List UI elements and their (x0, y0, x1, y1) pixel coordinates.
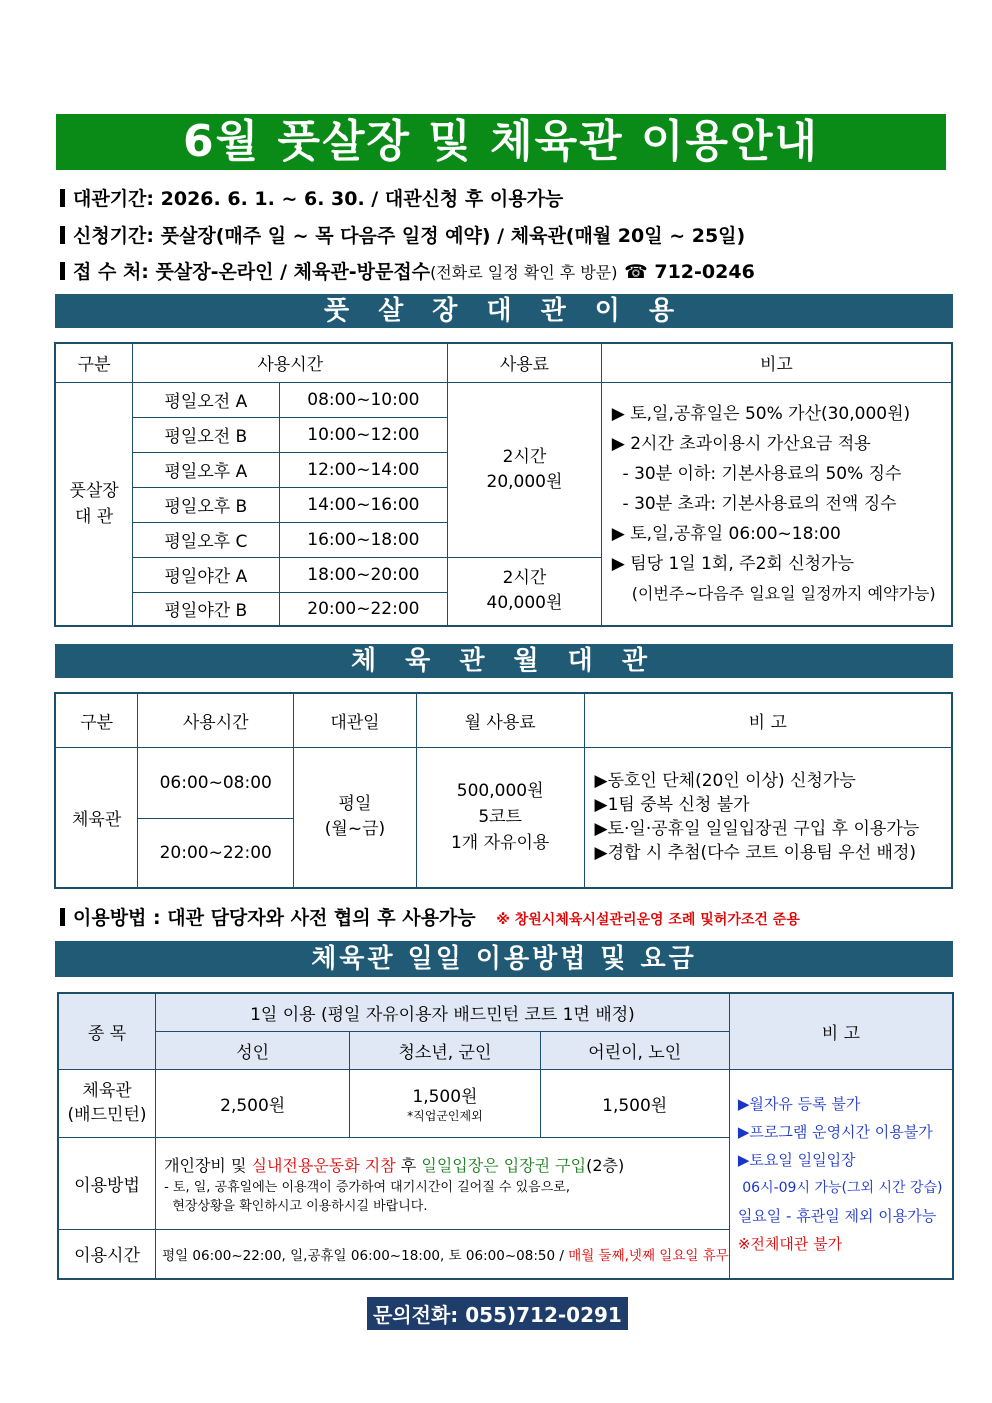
usage-line (60, 903, 800, 930)
fee-daytime (448, 382, 602, 557)
hours-closed: 매월 둘째,넷째 일요일 휴무 (568, 1247, 729, 1264)
gym-time-evening: 20:00~22:00 (138, 818, 294, 888)
header-youth: 청소년, 군인 (350, 1031, 540, 1069)
header-time: 사용시간 (138, 693, 294, 747)
gym-time-morning: 06:00~08:00 (138, 747, 294, 818)
method-label: 이용방법 (58, 1137, 156, 1229)
hours-content (156, 1229, 730, 1279)
slot-name: 평일오후 A (133, 452, 279, 487)
remark-item-red: ※전체대관 불가 (737, 1234, 843, 1253)
header-adult: 성인 (156, 1031, 350, 1069)
page-title: 6월 풋살장 및 체육관 이용안내 (56, 114, 946, 170)
header-group: 1일 이용 (평일 자유이용자 배드민턴 코트 1면 배정) (156, 993, 730, 1031)
note-item: - 30분 이하: 기본사용료의 50% 징수 (611, 463, 902, 484)
remark-item: 06시-09시 가능(그외 시간 강습) (737, 1179, 943, 1196)
note-item: - 30분 초과: 기본사용료의 전액 징수 (611, 493, 897, 514)
slot-name: 평일오후 C (133, 522, 279, 557)
header-fee: 사용료 (448, 343, 602, 382)
header-days: 대관일 (294, 693, 417, 747)
header-remark: 비 고 (584, 693, 952, 747)
bullet-bar-icon (60, 262, 65, 280)
header-monthly-fee: 월 사용료 (416, 693, 584, 747)
gym-days (294, 747, 417, 888)
slot-time: 12:00~14:00 (279, 452, 448, 487)
gym-days-range: (월~금) (324, 819, 386, 840)
hours-text: 평일 06:00~22:00, 일,공휴일 06:00~18:00, 토 06:00~08:50 / (162, 1247, 569, 1264)
gym-days-weekday: 평일 (338, 794, 372, 815)
usage-note: ※ 창원시체육시설관리운영 조례 및허가조건 준용 (496, 912, 800, 928)
slot-time: 16:00~18:00 (279, 522, 448, 557)
header-category: 구분 (55, 693, 138, 747)
slot-name: 평일야간 A (133, 557, 279, 592)
method-floor: (2층) (586, 1155, 625, 1175)
header-child: 어린이, 노인 (540, 1031, 729, 1069)
slot-time: 18:00~20:00 (279, 557, 448, 592)
note-item: ▶ 토,일,공휴일 06:00~18:00 (611, 523, 841, 544)
gym-monthly-table (54, 692, 953, 889)
contact-phone: 문의전화: 055)712-0291 (367, 1297, 628, 1330)
remark-item: ▶토요일 일일입장 (737, 1150, 856, 1169)
gym-daily-table (57, 992, 954, 1280)
info-reception-note: (전화로 일정 확인 후 방문) (430, 263, 618, 282)
note-item: ▶1팀 중복 신청 불가 (594, 795, 750, 816)
gym-fee-price: 500,000원 (456, 781, 544, 802)
price-child: 1,500원 (540, 1069, 729, 1137)
row-gym-label-2: (배드민턴) (67, 1105, 147, 1125)
remark-item: 일요일 - 휴관일 제외 이용가능 (737, 1206, 937, 1225)
slot-name: 평일오후 B (133, 487, 279, 522)
method-sub: - 토, 일, 공휴일에는 이용객이 증가하여 대기시간이 길어질 수 있음으로, (164, 1179, 570, 1195)
slot-name: 평일오전 A (133, 382, 279, 417)
slot-time: 14:00~16:00 (279, 487, 448, 522)
usage-text: 이용방법 : 대관 담당자와 사전 협의 후 사용가능 (73, 907, 476, 929)
slot-time: 08:00~10:00 (279, 382, 448, 417)
header-remark: 비 고 (729, 993, 953, 1069)
section-gym-monthly-title: 체 육 관 월 대 관 (55, 644, 953, 678)
info-reception-text: 접 수 처: 풋살장-온라인 / 체육관-방문접수 (73, 261, 431, 283)
remark-item: ▶월자유 등록 불가 (737, 1094, 861, 1113)
method-ticket: 일일입장은 입장권 구입 (421, 1155, 587, 1175)
bullet-bar-icon (60, 189, 65, 207)
header-category: 종 목 (58, 993, 156, 1069)
fee-night (448, 557, 602, 626)
info-period-text: 대관기간: 2026. 6. 1. ~ 6. 30. / 대관신청 후 이용가능 (73, 188, 564, 210)
section-gym-daily-title: 체육관 일일 이용방법 및 요금 (55, 941, 953, 977)
fee-daytime-price: 20,000원 (486, 471, 563, 492)
method-shoes: 실내전용운동화 지참 (251, 1155, 396, 1175)
slot-time: 20:00~22:00 (279, 592, 448, 626)
fee-night-price: 40,000원 (486, 593, 563, 614)
header-time: 사용시간 (133, 343, 448, 382)
row-gym-label (58, 1069, 156, 1137)
futsal-notes (601, 382, 952, 626)
info-line-period (60, 184, 563, 211)
gym-monthly-notes (584, 747, 952, 888)
info-line-application (60, 221, 745, 248)
slot-name: 평일야간 B (133, 592, 279, 626)
info-phone: ☎ 712-0246 (624, 261, 755, 283)
info-line-reception (60, 257, 755, 284)
method-text: 개인장비 및 (164, 1155, 252, 1175)
note-item: (이번주~다음주 일요일 일정까지 예약가능) (631, 583, 936, 603)
note-item: ▶ 2시간 초과이용시 가산요금 적용 (611, 433, 871, 454)
method-main (164, 1153, 729, 1176)
gym-fee-free: 1개 자유이용 (450, 833, 550, 854)
section-futsal-title: 풋 살 장 대 관 이 용 (55, 294, 953, 328)
remark-item: ▶프로그램 운영시간 이용불가 (737, 1122, 933, 1141)
slot-name: 평일오전 B (133, 417, 279, 452)
header-remark: 비고 (601, 343, 952, 382)
futsal-category: 풋살장 대 관 (55, 382, 133, 626)
price-youth (350, 1069, 540, 1137)
gym-fee-courts: 5코트 (478, 807, 522, 828)
fee-night-duration: 2시간 (502, 568, 547, 589)
bullet-bar-icon (60, 226, 65, 244)
bullet-bar-icon (60, 908, 65, 926)
gym-category: 체육관 (55, 747, 138, 888)
note-item: ▶ 토,일,공휴일은 50% 가산(30,000원) (611, 403, 911, 424)
row-gym-label-1: 체육관 (82, 1081, 132, 1101)
price-youth-note: *직업군인제외 (407, 1109, 483, 1123)
gym-daily-remarks (729, 1069, 953, 1279)
method-text: 후 (395, 1155, 422, 1175)
note-item: ▶ 팀당 1일 1회, 주2회 신청가능 (611, 553, 854, 574)
note-item: ▶경합 시 추첨(다수 코트 이용팀 우선 배정) (594, 843, 917, 864)
hours-label: 이용시간 (58, 1229, 156, 1279)
gym-monthly-fee (416, 747, 584, 888)
note-item: ▶토·일·공휴일 일일입장권 구입 후 이용가능 (594, 819, 920, 840)
info-application-text: 신청기간: 풋살장(매주 일 ~ 목 다음주 일정 예약) / 체육관(매월 20일 ~ 25일) (73, 225, 746, 247)
slot-time: 10:00~12:00 (279, 417, 448, 452)
fee-daytime-duration: 2시간 (502, 446, 547, 467)
futsal-table (54, 342, 953, 627)
price-adult: 2,500원 (156, 1069, 350, 1137)
header-category: 구분 (55, 343, 133, 382)
method-sub: 현장상황을 확인하시고 이용하시길 바랍니다. (164, 1198, 428, 1214)
note-item: ▶동호인 단체(20인 이상) 신청가능 (594, 771, 856, 792)
method-content (156, 1137, 730, 1229)
price-youth-value: 1,500원 (412, 1087, 478, 1107)
